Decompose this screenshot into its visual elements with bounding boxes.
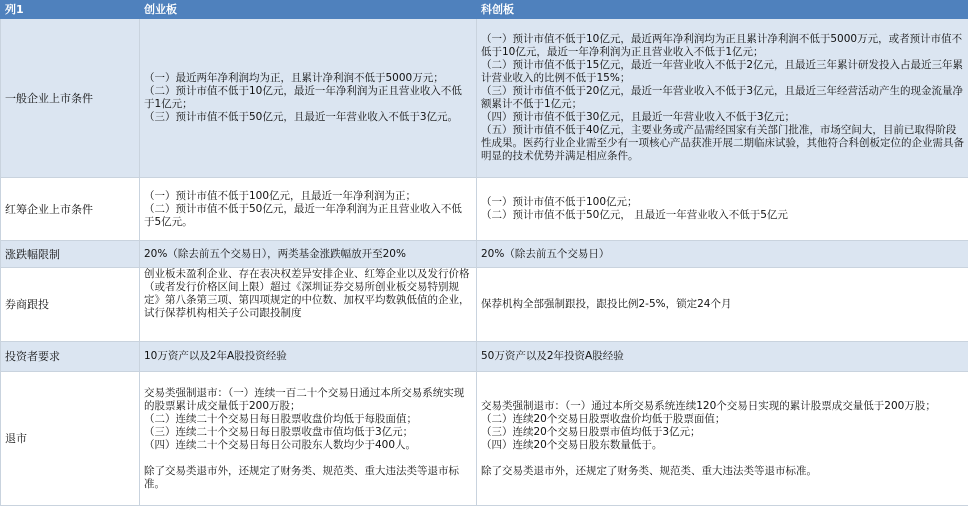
row-label <box>1 342 140 372</box>
table-row <box>1 372 968 506</box>
row-label <box>1 372 140 506</box>
star-market-cell <box>477 372 968 506</box>
chinext-cell <box>140 372 477 506</box>
star-market-cell <box>477 178 968 241</box>
row-label-text: 一般企业上市条件 <box>5 91 93 105</box>
row-label-text: 涨跌幅限制 <box>5 247 60 261</box>
chinext-cell-text: 交易类强制退市：（一）连续一百二十个交易日通过本所交易系统实现的股票累计成交量低于200万股； （二）连续二十个交易日每日股票收盘价均低于每股面值； （三）连续二十个交易日每日股票收盘市值均低于3亿元； （四）连续二十个交易日每日公司股东人数均少于400人。 除了交易类退市外，还规定了财务类、规范类、重大违法类等退市标准。 <box>144 386 465 490</box>
table-row <box>1 19 968 178</box>
chinext-cell <box>140 19 477 178</box>
row-label-text: 券商跟投 <box>5 298 49 311</box>
table-row <box>1 268 968 342</box>
chinext-cell-text: （一）最近两年净利润均为正，且累计净利润不低于5000万元； （二）预计市值不低于10亿元，最近一年净利润为正且营业收入不低于1亿元； （三）预计市值不低于50亿元，且最近一年营业收入不低于3亿元。 <box>144 72 462 123</box>
row-label <box>1 241 140 268</box>
row-label-text: 投资者要求 <box>5 350 60 363</box>
star-market-cell <box>477 342 968 372</box>
star-market-cell-text: 50万资产以及2年投资A股经验 <box>481 350 624 362</box>
star-market-cell <box>477 19 968 178</box>
table-row <box>1 178 968 241</box>
star-market-cell-text: （一）预计市值不低于10亿元，最近两年净利润均为正且累计净利润不低于5000万元，或者预计市值不低于10亿元，最近一年净利润为正且营业收入不低于1亿元； （二）预计市值不低于15亿元，最近一年营业收入不低于2亿元，且最近三年累计研发投入占最近三年累计营业收入的比例不低于15%； （三）预计市值不低于20亿元，最近一年营业收入不低于3亿元，且最近三年经营活动产生的现金流量净额累计不低于1亿元； （四）预计市值不低于30亿元，且最近一年营业收入不低于3亿元； （五）预计市值不低于40亿元，主要业务或产品需经国家有关部门批准，市场空间大，目前已取得阶段性成果。医药行业企业需至少有一项核心产品获准开展二期临床试验，其他符合科创板定位的企业需具备明显的技术优势并满足相应条件。 <box>481 33 964 162</box>
star-market-cell-text: 20%（除去前五个交易日） <box>481 247 610 260</box>
column-header-chinext[interactable]: 创业板 <box>140 1 477 19</box>
chinext-cell <box>140 342 477 372</box>
star-market-cell-text: （一）预计市值不低于100亿元； （二）预计市值不低于50亿元， 且最近一年营业收入不低于5亿元 <box>481 196 788 221</box>
row-label-text: 退市 <box>5 432 27 445</box>
row-label <box>1 178 140 241</box>
header-row <box>1 1 968 19</box>
chinext-cell-text: 20%（除去前五个交易日），两类基金涨跌幅放开至20% <box>144 247 406 260</box>
star-market-cell <box>477 268 968 342</box>
star-market-cell-text: 保荐机构全部强制跟投，跟投比例2-5%，锁定24个月 <box>481 298 732 310</box>
row-label <box>1 19 140 178</box>
chinext-cell-text: （一）预计市值不低于100亿元，且最近一年净利润为正； （二）预计市值不低于50亿元，最近一年净利润为正且营业收入不低于5亿元。 <box>144 189 462 228</box>
star-market-cell-text: 交易类强制退市：（一）通过本所交易系统连续120个交易日实现的累计股票成交量低于200万股； （二）连续20个交易日股票收盘价均低于股票面值； （三）连续20个交易日股票市值均低于3亿元； （四）连续20个交易日股东数量低于。 除了交易类退市外，还规定了财务类、规范类、重大违法类等退市标准。 <box>481 399 936 477</box>
chinext-cell <box>140 178 477 241</box>
row-label-text: 红筹企业上市条件 <box>5 202 93 216</box>
table-row <box>1 241 968 268</box>
chinext-cell <box>140 241 477 268</box>
chinext-cell-text: 10万资产以及2年A股投资经验 <box>144 350 287 362</box>
column-header-star-market[interactable]: 科创板 <box>477 1 968 19</box>
row-label <box>1 268 140 342</box>
chinext-cell-text: 创业板未盈利企业、存在表决权差异安排企业、红筹企业以及发行价格（或者发行价格区间上限）超过《深圳证券交易所创业板交易特别规定》第八条第三项、第四项规定的中位数、加权平均数孰低值的企业，试行保荐机构相关子公司跟投制度 <box>144 268 470 319</box>
table-row <box>1 342 968 372</box>
column-header-label[interactable]: 列1 <box>1 1 140 19</box>
chinext-cell <box>140 268 477 342</box>
star-market-cell <box>477 241 968 268</box>
